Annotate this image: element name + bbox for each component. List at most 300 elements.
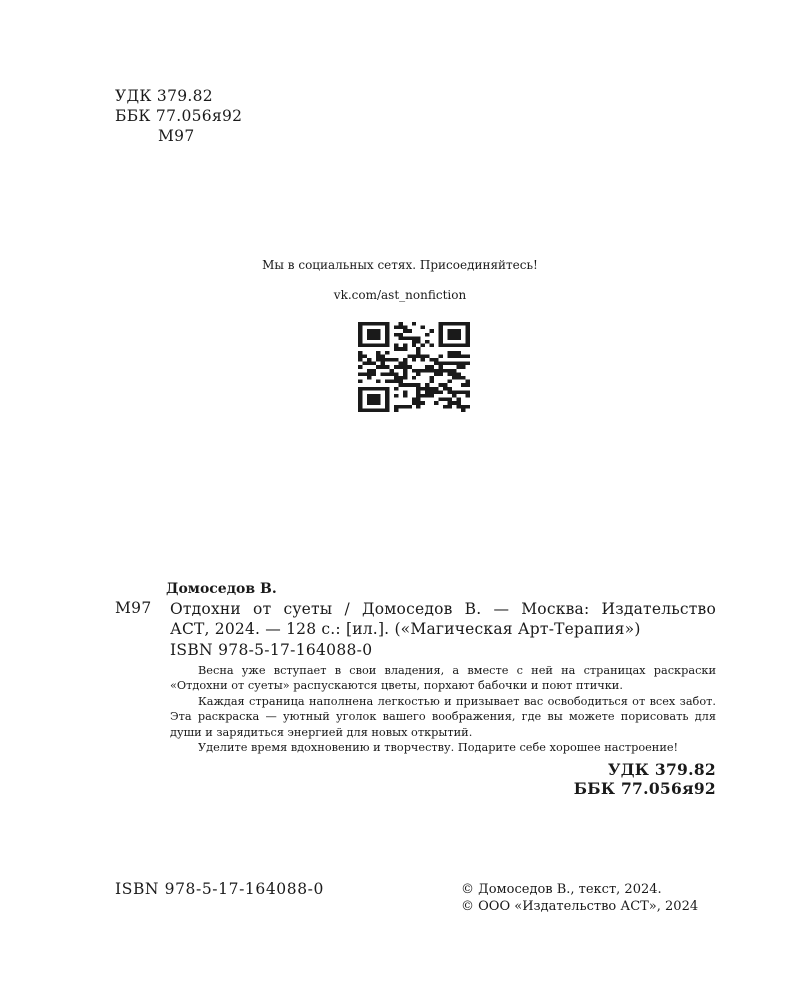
qr-module xyxy=(466,362,470,366)
qr-module xyxy=(430,365,434,369)
qr-module xyxy=(358,336,362,340)
qr-module xyxy=(398,347,402,351)
qr-module xyxy=(416,401,420,405)
udk-code: УДК 379.82 xyxy=(115,87,213,105)
qr-module xyxy=(425,333,429,337)
qr-module xyxy=(430,387,434,391)
qr-module xyxy=(412,401,416,405)
qr-module xyxy=(452,390,456,394)
qr-module xyxy=(403,362,407,366)
qr-module xyxy=(412,383,416,387)
qr-module xyxy=(385,344,389,348)
qr-module xyxy=(448,372,452,376)
qr-module xyxy=(443,362,447,366)
qr-module xyxy=(416,398,420,402)
qr-module xyxy=(358,351,362,355)
qr-module xyxy=(389,372,393,376)
qr-module xyxy=(398,362,402,366)
qr-module xyxy=(421,354,425,358)
qr-module xyxy=(367,329,371,333)
qr-module xyxy=(403,376,407,380)
qr-module xyxy=(385,329,389,333)
qr-module xyxy=(398,383,402,387)
qr-module xyxy=(394,347,398,351)
qr-module xyxy=(452,362,456,366)
qr-module xyxy=(448,333,452,337)
qr-module xyxy=(371,369,375,373)
qr-module xyxy=(376,344,380,348)
qr-module xyxy=(380,365,384,369)
qr-module xyxy=(358,405,362,409)
qr-module xyxy=(416,372,420,376)
qr-module xyxy=(439,372,443,376)
qr-module xyxy=(403,372,407,376)
qr-module xyxy=(385,387,389,391)
qr-module xyxy=(394,372,398,376)
qr-module xyxy=(380,358,384,362)
qr-module xyxy=(398,333,402,337)
annotation-paragraph: Каждая страница наполнена легкостью и призывает вас освободиться от всех забот. Эта раскраска — уютный уголок вашего воображения, где вы можете порисовать для души и зарядиться энергией для новых открытий. xyxy=(170,694,716,739)
qr-module xyxy=(407,383,411,387)
qr-module xyxy=(358,329,362,333)
qr-module xyxy=(358,372,362,376)
qr-module xyxy=(412,369,416,373)
qr-module xyxy=(371,387,375,391)
footer-isbn: ISBN 978-5-17-164088-0 xyxy=(115,880,324,898)
qr-module xyxy=(443,369,447,373)
annotation-paragraph: Весна уже вступает в свои владения, а вместе с ней на страницах раскраски «Отдохни от суеты» распускаются цветы, порхают бабочки и поют птички. xyxy=(170,664,716,693)
qr-module xyxy=(434,358,438,362)
qr-module xyxy=(385,365,389,369)
qr-module xyxy=(385,390,389,394)
qr-module xyxy=(443,398,447,402)
qr-module xyxy=(443,322,447,326)
qr-module xyxy=(452,354,456,358)
qr-module xyxy=(439,322,443,326)
qr-module xyxy=(380,362,384,366)
qr-module xyxy=(385,394,389,398)
social-invite: Мы в социальных сетях. Присоединяйтесь! xyxy=(262,258,538,272)
qr-module xyxy=(448,380,452,384)
qr-module xyxy=(452,329,456,333)
qr-module xyxy=(385,408,389,412)
qr-module xyxy=(425,387,429,391)
qr-module xyxy=(385,372,389,376)
qr-module xyxy=(394,358,398,362)
qr-module xyxy=(367,344,371,348)
qr-module xyxy=(376,387,380,391)
qr-module xyxy=(362,354,366,358)
qr-module xyxy=(398,376,402,380)
qr-module xyxy=(376,365,380,369)
qr-module xyxy=(389,369,393,373)
qr-module xyxy=(425,394,429,398)
qr-module xyxy=(457,401,461,405)
qr-module xyxy=(407,354,411,358)
qr-module xyxy=(362,362,366,366)
qr-module xyxy=(407,365,411,369)
qr-module xyxy=(371,394,375,398)
qr-module xyxy=(466,394,470,398)
qr-module xyxy=(358,408,362,412)
qr-module xyxy=(403,383,407,387)
qr-module xyxy=(421,369,425,373)
qr-module xyxy=(439,390,443,394)
qr-module xyxy=(385,333,389,337)
qr-module xyxy=(403,390,407,394)
qr-module xyxy=(362,344,366,348)
qr-module xyxy=(403,336,407,340)
qr-module xyxy=(434,401,438,405)
qr-module xyxy=(403,344,407,348)
qr-module xyxy=(466,340,470,344)
qr-module xyxy=(439,340,443,344)
qr-module xyxy=(412,376,416,380)
qr-module xyxy=(412,354,416,358)
qr-module xyxy=(362,387,366,391)
copyright-block xyxy=(461,881,698,915)
qr-module xyxy=(385,401,389,405)
qr-module xyxy=(403,365,407,369)
copyright-author: © Домоседов В., текст, 2024. xyxy=(461,882,662,897)
qr-module xyxy=(371,401,375,405)
qr-module xyxy=(362,408,366,412)
qr-module xyxy=(394,387,398,391)
qr-module xyxy=(385,336,389,340)
qr-module xyxy=(385,351,389,355)
qr-module xyxy=(394,376,398,380)
qr-module xyxy=(466,333,470,337)
qr-module xyxy=(421,401,425,405)
qr-module xyxy=(358,398,362,402)
qr-module xyxy=(452,394,456,398)
bbk-code-bold: ББК 77.056я92 xyxy=(573,779,716,798)
qr-module xyxy=(466,336,470,340)
qr-module xyxy=(434,369,438,373)
qr-module xyxy=(358,380,362,384)
qr-module xyxy=(394,405,398,409)
qr-module xyxy=(421,387,425,391)
qr-module xyxy=(421,394,425,398)
qr-module xyxy=(380,387,384,391)
qr-module xyxy=(448,362,452,366)
qr-module xyxy=(448,369,452,373)
qr-module xyxy=(457,362,461,366)
qr-module xyxy=(466,329,470,333)
qr-module xyxy=(394,333,398,337)
annotation xyxy=(170,663,716,755)
qr-module xyxy=(367,387,371,391)
qr-module xyxy=(376,354,380,358)
qr-module xyxy=(380,408,384,412)
qr-module xyxy=(443,387,447,391)
qr-module xyxy=(448,322,452,326)
qr-module xyxy=(443,383,447,387)
qr-module xyxy=(466,326,470,330)
qr-module xyxy=(448,398,452,402)
qr-module xyxy=(448,336,452,340)
qr-module xyxy=(380,322,384,326)
qr-module xyxy=(367,401,371,405)
qr-module xyxy=(367,362,371,366)
qr-module xyxy=(416,387,420,391)
qr-module xyxy=(407,329,411,333)
qr-module xyxy=(367,336,371,340)
qr-module xyxy=(371,362,375,366)
qr-module xyxy=(403,329,407,333)
qr-module xyxy=(376,408,380,412)
qr-module xyxy=(461,405,465,409)
qr-module xyxy=(457,351,461,355)
qr-module xyxy=(457,329,461,333)
qr-module xyxy=(358,390,362,394)
qr-module xyxy=(407,336,411,340)
qr-module xyxy=(430,376,434,380)
qr-module xyxy=(425,340,429,344)
qr-module xyxy=(448,390,452,394)
qr-module xyxy=(412,344,416,348)
qr-module xyxy=(421,326,425,330)
qr-module xyxy=(448,329,452,333)
qr-module xyxy=(452,336,456,340)
qr-module xyxy=(434,387,438,391)
qr-module xyxy=(434,390,438,394)
qr-module xyxy=(448,401,452,405)
qr-module xyxy=(430,380,434,384)
qr-module xyxy=(403,326,407,330)
qr-module xyxy=(412,398,416,402)
qr-module xyxy=(461,354,465,358)
qr-module xyxy=(457,398,461,402)
qr-module xyxy=(416,351,420,355)
qr-module xyxy=(358,333,362,337)
qr-module xyxy=(380,372,384,376)
qr-module xyxy=(430,369,434,373)
qr-module xyxy=(457,372,461,376)
qr-module xyxy=(385,340,389,344)
qr-module xyxy=(367,322,371,326)
qr-module xyxy=(439,383,443,387)
qr-module xyxy=(439,336,443,340)
qr-module xyxy=(461,365,465,369)
qr-module xyxy=(407,405,411,409)
qr-module xyxy=(434,372,438,376)
qr-module xyxy=(430,390,434,394)
qr-module xyxy=(371,329,375,333)
qr-module xyxy=(394,408,398,412)
qr-code[interactable] xyxy=(358,322,470,412)
qr-module xyxy=(376,329,380,333)
qr-module xyxy=(457,376,461,380)
qr-module xyxy=(452,401,456,405)
qr-module xyxy=(457,336,461,340)
qr-module xyxy=(452,333,456,337)
qr-module xyxy=(403,369,407,373)
qr-module xyxy=(376,398,380,402)
bbk-code: ББК 77.056я92 xyxy=(115,107,243,125)
qr-module xyxy=(376,336,380,340)
qr-module xyxy=(385,405,389,409)
qr-module xyxy=(398,336,402,340)
qr-module xyxy=(358,387,362,391)
header-codes xyxy=(115,86,242,146)
qr-module xyxy=(358,401,362,405)
qr-module xyxy=(421,358,425,362)
qr-module xyxy=(425,383,429,387)
qr-module xyxy=(380,354,384,358)
qr-module xyxy=(448,344,452,348)
qr-module xyxy=(430,344,434,348)
qr-module xyxy=(452,322,456,326)
qr-module xyxy=(358,394,362,398)
qr-module xyxy=(443,405,447,409)
qr-module xyxy=(367,376,371,380)
qr-module xyxy=(376,380,380,384)
qr-module xyxy=(367,369,371,373)
qr-module xyxy=(358,354,362,358)
qr-module xyxy=(439,398,443,402)
qr-module xyxy=(430,358,434,362)
qr-module xyxy=(430,329,434,333)
qr-module xyxy=(466,390,470,394)
qr-module xyxy=(394,344,398,348)
qr-module xyxy=(461,383,465,387)
qr-module xyxy=(385,322,389,326)
qr-module xyxy=(416,369,420,373)
qr-module xyxy=(362,322,366,326)
qr-module xyxy=(425,369,429,373)
qr-module xyxy=(448,387,452,391)
qr-module xyxy=(412,358,416,362)
qr-module xyxy=(376,358,380,362)
qr-module xyxy=(403,358,407,362)
qr-module xyxy=(425,365,429,369)
qr-module xyxy=(439,344,443,348)
qr-module xyxy=(376,351,380,355)
copyright-publisher: © ООО «Издательство АСТ», 2024 xyxy=(461,899,699,914)
qr-module xyxy=(367,372,371,376)
annotation-paragraph: Уделите время вдохновению и творчеству. Подарите себе хорошее настроение! xyxy=(198,741,679,755)
qr-module xyxy=(466,405,470,409)
qr-module xyxy=(457,365,461,369)
qr-module xyxy=(439,362,443,366)
qr-module xyxy=(452,376,456,380)
qr-module xyxy=(358,358,362,362)
qr-module xyxy=(385,326,389,330)
qr-module xyxy=(398,365,402,369)
qr-module xyxy=(439,354,443,358)
qr-module xyxy=(412,340,416,344)
qr-module xyxy=(452,344,456,348)
bib-author-mark: М97 xyxy=(115,599,152,617)
qr-module xyxy=(403,405,407,409)
qr-module xyxy=(461,362,465,366)
qr-module xyxy=(452,351,456,355)
qr-module xyxy=(358,344,362,348)
qr-module xyxy=(461,408,465,412)
qr-module xyxy=(461,322,465,326)
qr-module xyxy=(448,405,452,409)
qr-module xyxy=(376,401,380,405)
qr-module xyxy=(461,344,465,348)
qr-module xyxy=(398,405,402,409)
qr-module xyxy=(439,329,443,333)
qr-module xyxy=(394,394,398,398)
qr-module xyxy=(457,390,461,394)
qr-module xyxy=(367,333,371,337)
author-mark: М97 xyxy=(158,127,195,145)
qr-module xyxy=(412,322,416,326)
qr-module xyxy=(416,347,420,351)
qr-module xyxy=(443,344,447,348)
qr-module xyxy=(367,398,371,402)
qr-module xyxy=(466,322,470,326)
qr-module xyxy=(358,365,362,369)
qr-module xyxy=(403,394,407,398)
qr-module xyxy=(457,322,461,326)
qr-module xyxy=(448,351,452,355)
bib-author: Домоседов В. xyxy=(166,581,277,597)
qr-module xyxy=(457,333,461,337)
qr-module xyxy=(425,354,429,358)
qr-module xyxy=(457,354,461,358)
qr-module xyxy=(452,372,456,376)
bib-line: Отдохни от суеты / Домоседов В. — Москва: Издательство xyxy=(170,600,716,618)
qr-module xyxy=(362,372,366,376)
qr-module xyxy=(398,380,402,384)
qr-module xyxy=(425,390,429,394)
qr-module xyxy=(371,344,375,348)
qr-module xyxy=(371,408,375,412)
qr-module xyxy=(385,398,389,402)
qr-module xyxy=(389,380,393,384)
qr-module xyxy=(412,336,416,340)
bib-isbn: ISBN 978-5-17-164088-0 xyxy=(170,641,373,659)
qr-module xyxy=(461,390,465,394)
qr-module xyxy=(389,358,393,362)
qr-module xyxy=(466,380,470,384)
qr-module xyxy=(371,333,375,337)
bib-line: АСТ, 2024. — 128 с.: [ил.]. («Магическая Арт-Терапия») xyxy=(170,620,641,638)
qr-module xyxy=(385,380,389,384)
qr-module xyxy=(394,326,398,330)
qr-module xyxy=(416,390,420,394)
qr-module xyxy=(448,354,452,358)
social-link[interactable]: vk.com/ast_nonfiction xyxy=(333,288,467,302)
qr-module xyxy=(416,383,420,387)
qr-module xyxy=(434,362,438,366)
qr-module xyxy=(416,354,420,358)
qr-module xyxy=(439,326,443,330)
qr-module xyxy=(371,336,375,340)
qr-module xyxy=(358,326,362,330)
qr-module xyxy=(452,369,456,373)
qr-module xyxy=(371,398,375,402)
qr-module xyxy=(416,340,420,344)
qr-module xyxy=(376,322,380,326)
qr-module xyxy=(439,333,443,337)
classification-codes xyxy=(574,760,716,798)
qr-module xyxy=(430,394,434,398)
udk-code-bold: УДК 379.82 xyxy=(607,760,716,779)
qr-module xyxy=(358,340,362,344)
qr-module xyxy=(376,394,380,398)
qr-module xyxy=(416,336,420,340)
qr-module xyxy=(371,372,375,376)
qr-module xyxy=(416,405,420,409)
qr-module xyxy=(371,322,375,326)
qr-module xyxy=(466,354,470,358)
